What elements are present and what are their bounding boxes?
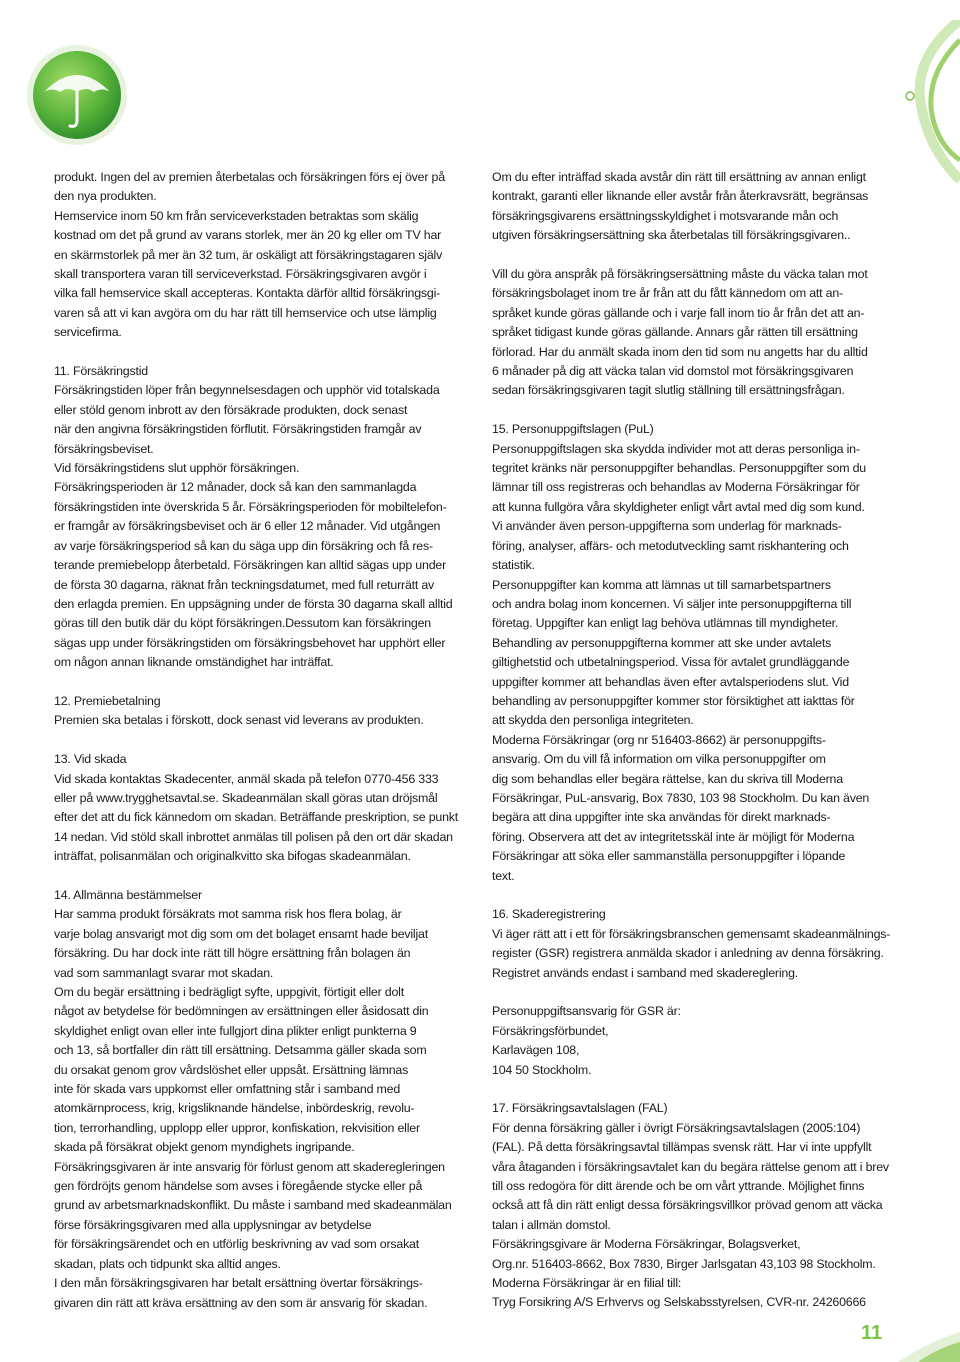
paragraph: Försäkringsperioden är 12 månader, dock så kan den sammanlagda försäkringstiden inte överskrida 5 år. Försäkringsperioden för mobiltelefon- er framgår av försäkringsbeviset och är 6 eller 12 månader. Vid utgången av varje försäkringsperiod så kan du säga upp din försäkring och få res- terande premiebelopp återbetald. Försäkringen kan alltid sägas upp under de första 30 dagarna, räknat från teckningsdatumet, med full returrätt av den erlagda premien. En uppsägning under de första 30 dagarna skall alltid göras till den butik där du köpt försäkringen.Dessutom kan försäkringen sägas upp under försäkringstiden om försäkringsbehovet har upphört eller om någon annan liknande omständighet har inträffat. <box>54 480 453 670</box>
paragraph: Vi äger rätt att i ett för försäkringsbranschen gemensamt skadeanmälnings- register (GSR) registrera anmälda skador i anledning av denna försäkring. Registret används endast i samband med skadereglering. <box>492 926 891 980</box>
address-block: Personuppgiftsansvarig för GSR är: Försäkringsförbundet, Karlavägen 108, 104 50 Stockholm. <box>492 1004 681 1077</box>
paragraph: Moderna Försäkringar (org nr 516403-8662) är personuppgifts- ansvarig. Om du vill få information om vilka personuppgifter om dig som behandlas eller begära rättelse, kan du skriva till Moderna Försäkringar, PuL-ansvarig, Box 7830, 103 98 Stockholm. Du kan även begära att dina uppgifter inte ska användas för direkt marknads- föring. Observera att det av integritetsskäl inte är möjligt för Moderna Försäkringar att söka eller sammanställa personuppgifter i löpande text. <box>492 732 870 883</box>
left-column <box>54 168 466 1313</box>
page-number: 11 <box>861 1322 883 1344</box>
paragraph: Hemservice inom 50 km från serviceverkstaden betraktas som skälig kostnad om det på grund av varans storlek, mer än 20 kg eller om TV har en skärmstorlek på mer än 32 tum, är oskäligt att försäkringstagaren själv skall transportera varan till serviceverkstad. Försäkringsgivaren avgör i vilka fall hemservice skall accepteras. Kontakta därför alltid försäkringsgi- varen så att vi kan avgöra om du har rätt till hemservice och utse lämplig servicefirma. <box>54 208 443 340</box>
paragraph: Personuppgifter kan komma att lämnas ut till samarbetspartners och andra bolag inom koncernen. Vi säljer inte personuppgifterna till företag. Uppgifter kan enligt lag behöva utlämnas till myndigheter. Behandling av personuppgifterna kommer att ske under avtalets giltighetstid och utbetalningsperiod. Vissa för avtalet grundläggande uppgifter kommer att behandlas även efter avtalsperiodens slut. Vid behandling av personuppgifter kommer stor försiktighet att iakttas för att skydda den personliga integriteten. <box>492 577 855 728</box>
paragraph: Försäkringstiden löper från begynnelsesdagen och upphör vid totalskada eller stöld genom inbrott av den försäkrade produkten, dock senast när den angivna försäkringstiden förflutit. Försäkringstiden framgår av försäkringsbeviset. <box>54 383 440 456</box>
paragraph: Personuppgiftslagen ska skydda individer mot att deras personliga in- tegritet kränks när personuppgifter behandlas. Personuppgifter som du lämnar till oss registreras och behandlas av Moderna Försäkringar för att kunna fullgöra våra skyldigheter enligt vårt avtal med dig som kund. Vi använder även person-uppgifterna som underlag för marknads- föring, analyser, affärs- och metodutveckling samt riskhantering och statistik. <box>492 441 866 573</box>
paragraph: Vid försäkringstidens slut upphör försäkringen. <box>54 461 300 476</box>
paragraph: Försäkringsgivare är Moderna Försäkringar, Bolagsverket, Org.nr. 516403-8662, Box 7830, Birger Jarlsgatan 43,103 98 Stockholm. Moderna Försäkringar är en filial till: Tryg Forsikring A/S Erhvervs og Selskabsstyrelsen, CVR-nr. 24260666 <box>492 1237 876 1310</box>
paragraph: Har samma produkt försäkrats mot samma risk hos flera bolag, är varje bolag ansvarigt mot dig som om det bolaget ensamt hade beviljat försäkring. Du har dock inte rätt till högre ersättning från bolagen än vad som sammanlagt svarar mot skadan. <box>54 907 428 980</box>
section-heading: 11. Försäkringstid <box>54 364 148 379</box>
section-heading: 12. Premiebetalning <box>54 693 161 708</box>
paragraph: Premien ska betalas i förskott, dock senast vid leverans av produkten. <box>54 713 424 728</box>
paragraph: Om du begär ersättning i bedrägligt syfte, uppgivit, förtigit eller dolt något av betydelse för bedömningen av ersättningen eller åsidosatt din skyldighet enligt ovan eller inte fullgjort dina plikter enligt punkterna 9 och 13, så bortfaller din rätt till ersättning. Detsamma gäller skada som du orsakat genom grov vårdslöshet eller uppsåt. Ersättning lämnas inte för skada vars uppkomst eller omfattning står i samband med atomkärnprocess, krig, krigsliknande händelse, inbördeskrig, revolu- tion, terrorhandling, upplopp eller uppror, konfiskation, rekvisition eller skada på försäkrat objekt genom myndighets ingripande. <box>54 985 429 1155</box>
paragraph: Vill du göra anspråk på försäkringsersättning måste du väcka talan mot försäkringsbolaget inom tre år från att du fått kännedom om att an- språket kunde göras gällande och i varje fall inom tio år från det att an- språket tidigast kunde göras gällande. Annars går rätten till ersättning förlorad. Har du anmält skada inom den tid som nu angetts har du alltid 6 månader på dig att väcka talan vid domstol mot försäkringsgivaren sedan försäkringsgivaren tagit slutlig ställning till ersättningsfrågan. <box>492 267 868 398</box>
paragraph: Vid skada kontaktas Skadecenter, anmäl skada på telefon 0770-456 333 eller på www.trygghetsavtal.se. Skadeanmälan skall göras utan dröjsmål efter det att du fick kännedom om skadan. Beträffande preskription, se punkt 14 nedan. Vid stöld skall inbrottet anmälas till polisen på den ort där skadan inträffat, polisanmälan och originalkvitto ska bifogas skadeanmälan. <box>54 771 459 864</box>
paragraph: produkt. Ingen del av premien återbetalas och försäkringen förs ej över på den nya produkten. <box>54 170 445 204</box>
right-column <box>492 168 906 1313</box>
section-heading: 13. Vid skada <box>54 752 127 767</box>
section-heading: 17. Försäkringsavtalslagen (FAL) <box>492 1101 668 1116</box>
paragraph: För denna försäkring gäller i övrigt Försäkringsavtalslagen (2005:104) (FAL). På detta försäkringsavtal tillämpas svensk rätt. Har vi inte uppfyllt våra åtaganden i försäkringsavtalet kan du begära rättelse genom att i brev till oss redogöra för ditt ärende och be om vårt yttrande. Möjlighet finns också att få din rätt enligt dessa försäkringsvillkor prövad genom att väcka talan i allmän domstol. <box>492 1120 889 1232</box>
section-heading: 14. Allmänna bestämmelser <box>54 887 202 902</box>
paragraph: Försäkringsgivaren är inte ansvarig för förlust genom att skaderegleringen gen fördröjts genom händelse som avses i föregående stycke eller på grund av arbetsmarknadskonflikt. Du måste i samband med skadeanmälan förse försäkringsgivaren med alla upplysningar av betydelse för försäkringsärendet och en utförlig beskrivning av vad som orsakat skadan, plats och tidpunkt ska alltid anges. <box>54 1159 452 1271</box>
section-heading: 15. Personuppgiftslagen (PuL) <box>492 422 654 437</box>
paragraph: Om du efter inträffad skada avstår din rätt till ersättning av annan enligt kontrakt, garanti eller liknande eller avstår från återkravsrätt, begränsas försäkringsgivarens ersättningsskyldighet i motsvarande mån och utgiven försäkringsersättning ska återbetalas till försäkringsgivaren.. <box>492 170 869 243</box>
section-heading: 16. Skaderegistrering <box>492 907 606 922</box>
umbrella-logo-icon <box>22 40 132 150</box>
paragraph: I den mån försäkringsgivaren har betalt ersättning övertar försäkrings- givaren din rätt att kräva ersättning av den som är ansvarig för skadan. <box>54 1276 428 1310</box>
corner-decoration <box>898 1332 960 1362</box>
